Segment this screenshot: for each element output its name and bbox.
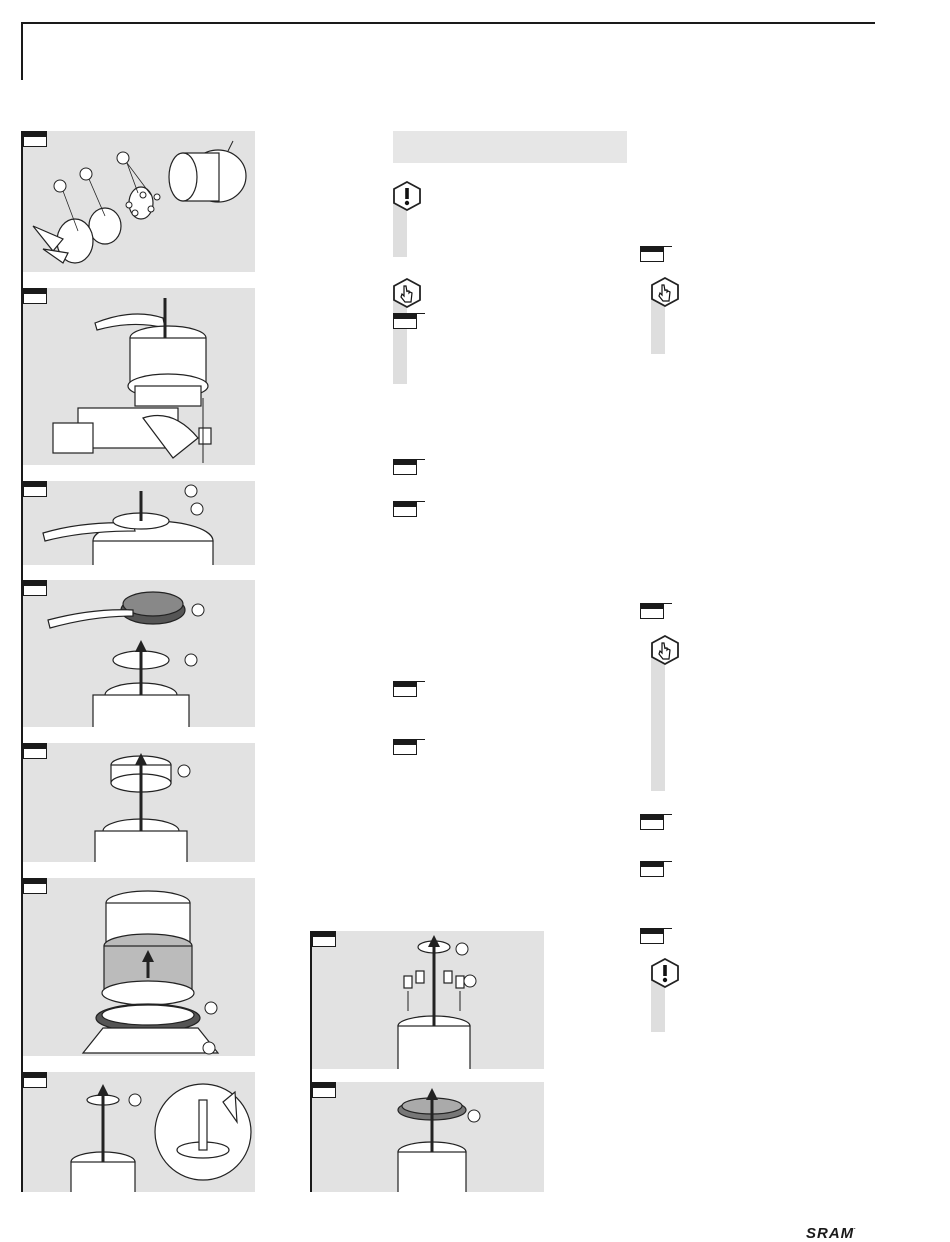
step-number-tag xyxy=(393,681,417,697)
step-number-tag xyxy=(640,928,664,944)
lift-cup-illustration xyxy=(23,580,255,727)
logo-text: SRAM xyxy=(806,1225,855,1242)
remove-pawls-illustration xyxy=(312,931,544,1069)
callout-marker xyxy=(54,152,129,192)
lift-ring-illustration xyxy=(23,743,255,862)
note-stripe xyxy=(651,649,665,791)
page-frame-top-rule xyxy=(21,22,875,24)
panel-lift-cup-and-bearing xyxy=(23,580,255,727)
logo-mark: . xyxy=(854,1225,857,1231)
lift-shell-illustration xyxy=(23,878,255,1056)
middle-column-rule xyxy=(310,931,312,1192)
warning-icon xyxy=(392,181,422,211)
step-number-tag xyxy=(640,603,664,619)
left-column-rule xyxy=(21,131,23,1192)
hand-icon xyxy=(650,277,680,307)
snap-ring-illustration xyxy=(23,1072,255,1192)
step-number-tag xyxy=(23,743,47,759)
panel-remove-snap-ring xyxy=(23,1072,255,1192)
step-number-tag xyxy=(23,481,47,497)
step-number-tag xyxy=(640,861,664,877)
section-heading-bar xyxy=(393,131,627,163)
hub-in-vise-illustration xyxy=(23,288,255,465)
tip-note xyxy=(651,635,691,791)
step-number-tag xyxy=(23,1072,47,1088)
step-number-tag xyxy=(312,931,336,947)
tip-note xyxy=(651,277,691,354)
page-frame-left-rule xyxy=(21,22,23,80)
step-number-tag xyxy=(640,814,664,830)
panel-hub-in-vise xyxy=(23,288,255,465)
remove-carrier-illustration xyxy=(312,1082,544,1192)
warning-icon xyxy=(650,958,680,988)
step-number-tag xyxy=(23,131,47,147)
panel-lift-ring-gear xyxy=(23,743,255,862)
panel-remove-carrier xyxy=(312,1082,544,1192)
step-number-tag xyxy=(393,313,417,329)
panel-lift-hub-shell xyxy=(23,878,255,1056)
step-number-tag xyxy=(23,878,47,894)
sram-logo xyxy=(806,1225,857,1242)
step-number-tag xyxy=(393,739,417,755)
tip-note xyxy=(393,278,433,384)
panel-wrench-on-cone xyxy=(23,481,255,565)
panel-remove-pawls xyxy=(312,931,544,1069)
step-number-tag xyxy=(393,501,417,517)
exploded-hub-illustration xyxy=(23,131,255,272)
panel-exploded-hub xyxy=(23,131,255,272)
step-number-tag xyxy=(23,580,47,596)
hand-icon xyxy=(392,278,422,308)
step-number-tag xyxy=(312,1082,336,1098)
warning-note xyxy=(651,958,691,1032)
wrench-on-cone-illustration xyxy=(23,481,255,565)
step-number-tag xyxy=(23,288,47,304)
step-number-tag xyxy=(393,459,417,475)
hand-icon xyxy=(650,635,680,665)
step-number-tag xyxy=(640,246,664,262)
warning-note xyxy=(393,181,433,257)
